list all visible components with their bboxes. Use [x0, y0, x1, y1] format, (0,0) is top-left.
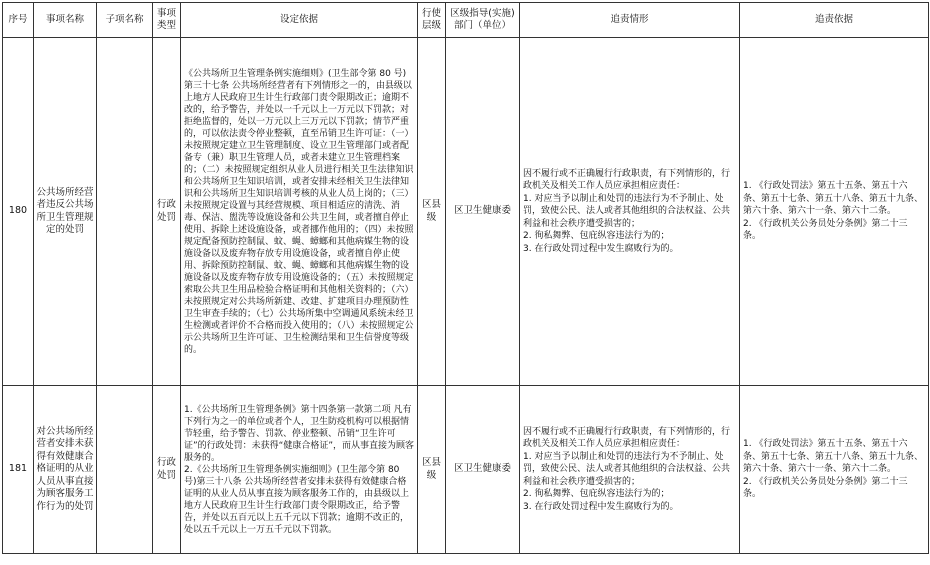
resp-basis-line: 2. 《行政机关公务员处分条例》第二十三条。 — [743, 476, 908, 500]
cell-dept: 区卫生健康委 — [446, 386, 520, 554]
header-sub-item-name: 子项名称 — [97, 3, 153, 38]
cell-item-name: 对公共场所经营者安排未获得有效健康合格证明的从业人员从事直接为顾客服务工作行为的处罚 — [34, 386, 97, 554]
cell-level: 区县级 — [418, 38, 446, 386]
resp-basis-line: 1. 《行政处罚法》第五十五条、第五十六条、第五十七条、第五十八条、第五十九条、第六十条、第六十一条、第六十二条。 — [743, 439, 924, 475]
situation-line: 3. 在行政处罚过程中发生腐败行为的。 — [523, 243, 679, 254]
situation-line: 因不履行或不正确履行行政职责，有下列情形的，行政机关及相关工作人员应承担相应责任： — [523, 168, 731, 192]
header-basis: 设定依据 — [181, 3, 418, 38]
cell-level: 区县级 — [418, 386, 446, 554]
cell-item-type: 行政处罚 — [153, 386, 181, 554]
table-row — [3, 386, 929, 554]
header-item-name: 事项名称 — [34, 3, 97, 38]
situation-line: 3. 在行政处罚过程中发生腐败行为的。 — [523, 501, 679, 512]
cell-resp-basis — [740, 386, 929, 554]
responsibility-table — [2, 2, 929, 554]
basis-line: 1.《公共场所卫生管理条例》第十四条第一款第二项 凡有下列行为之一的单位或者个人，卫生防疫机构可以根据情节轻重，给予警告、罚款、停业整顿、吊销“卫生许可证”的行政处罚：未获得“健康合格证”，而从事直接为顾客服务的。 — [184, 404, 414, 463]
situation-line: 2. 徇私舞弊、包庇纵容违法行为的； — [523, 489, 670, 500]
cell-situation — [520, 386, 740, 554]
header-resp-basis: 追责依据 — [740, 3, 929, 38]
cell-sub-item-name — [97, 386, 153, 554]
situation-line: 2. 徇私舞弊、包庇纵容违法行为的； — [523, 231, 670, 242]
cell-dept: 区卫生健康委 — [446, 38, 520, 386]
situation-line: 1. 对应当予以制止和处罚的违法行为不予制止、处罚，致使公民、法人或者其他组织的合法权益、公共利益和社会秩序遭受损害的； — [523, 451, 731, 487]
cell-seq: 180 — [3, 38, 34, 386]
situation-line: 因不履行或不正确履行行政职责，有下列情形的，行政机关及相关工作人员应承担相应责任： — [523, 426, 731, 450]
header-row — [3, 3, 929, 38]
header-level: 行使层级 — [418, 3, 446, 38]
header-seq: 序号 — [3, 3, 34, 38]
basis-line: 2.《公共场所卫生管理条例实施细则》(卫生部令第 80 号)第三十八条 公共场所经营者安排未获得有效健康合格证明的从业人员从事直接为顾客服务工作的，由县级以上地方人民政府卫生计生行政部门责令限期改正，给予警告，并处以五百元以上五千元以下罚款；逾期不改正的，处以五千元以上一万五千元以下罚款。 — [184, 464, 410, 535]
resp-basis-line: 1. 《行政处罚法》第五十五条、第五十六条、第五十七条、第五十八条、第五十九条、第六十条、第六十一条、第六十二条。 — [743, 181, 924, 217]
resp-basis-line: 2. 《行政机关公务员处分条例》第二十三条。 — [743, 218, 908, 242]
cell-seq: 181 — [3, 386, 34, 554]
header-dept: 区级指导(实施)部门（单位） — [446, 3, 520, 38]
cell-item-name: 公共场所经营者违反公共场所卫生管理规定的处罚 — [34, 38, 97, 386]
cell-sub-item-name — [97, 38, 153, 386]
cell-basis — [181, 386, 418, 554]
header-item-type: 事项类型 — [153, 3, 181, 38]
cell-basis: 《公共场所卫生管理条例实施细则》(卫生部令第 80 号)第三十七条 公共场所经营者有下列情形之一的，由县级以上地方人民政府卫生计生行政部门责令限期改正；逾期不改的，给予警告，并处以一千元以上一万元以下罚款；对拒绝监督的，处以一万元以上三万元以下罚款；情节严重的，可以依法责令停业整顿，直至吊销卫生许可证：（一）未按照规定建立卫生管理制度、设立卫生管理部门或者配备专（兼）职卫生管理人员，或者未建立卫生管理档案的；（二）未按照规定组织从业人员进行相关卫生法律知识和公共场所卫生知识培训，或者安排未经相关卫生法律知识和公共场所卫生知识培训考核的从业人员上岗的；（三）未按照规定设置与其经营规模、项目相适应的清洗、消毒、保洁、盥洗等设施设备和公共卫生间，或者擅自停止使用、拆除上述设施设备，或者挪作他用的；（四）未按照规定配备预防控制鼠、蚊、蝇、蟑螂和其他病媒生物的设施设备以及废弃物存放专用设施设备，或者擅自停止使用、拆除预防控制鼠、蚊、蝇、蟑螂和其他病媒生物的设施设备以及废弃物存放专用设施设备的；（五）未按照规定索取公共卫生用品检验合格证明和其他相关资料的；（六）未按照规定对公共场所新建、改建、扩建项目办理预防性卫生审查手续的；（七）公共场所集中空调通风系统未经卫生检测或者评价不合格而投入使用的；（八）未按照规定公示公共场所卫生许可证、卫生检测结果和卫生信誉度等级的。 — [181, 38, 418, 386]
situation-line: 1. 对应当予以制止和处罚的违法行为不予制止、处罚，致使公民、法人或者其他组织的合法权益、公共利益和社会秩序遭受损害的； — [523, 193, 731, 229]
table-row — [3, 38, 929, 386]
cell-resp-basis — [740, 38, 929, 386]
cell-item-type: 行政处罚 — [153, 38, 181, 386]
cell-situation — [520, 38, 740, 386]
header-situation: 追责情形 — [520, 3, 740, 38]
